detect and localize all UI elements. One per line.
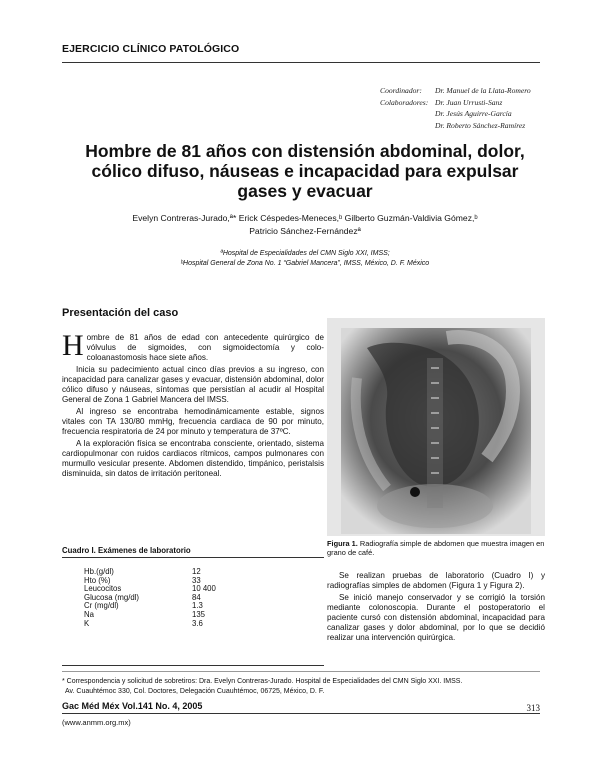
table-title: Cuadro I. Exámenes de laboratorio (62, 546, 191, 555)
figure-caption (327, 539, 545, 557)
lab-name: Leucocitos (84, 584, 122, 594)
case-body (62, 329, 324, 481)
paragraph: Se inició manejo conservador y se corrigió la torsión mediante colonoscopia. Durante el postoperatorio el paciente cursó con distensión abdominal, incapacidad para canalizar gases y dolor abdominal, por lo que se decidió realizar una intervención quirúrgica. (327, 593, 545, 642)
footnote-line: * Correspondencia y solicitud de sobretiros: Dra. Evelyn Contreras-Jurado. Hospital de Especialidades del CMN Siglo XXI. IMSS. (62, 678, 463, 685)
page-number: 313 (526, 703, 540, 713)
header-rule (62, 62, 540, 63)
lab-value: 33 (192, 575, 201, 585)
footnote (62, 677, 540, 696)
lab-value: 135 (192, 609, 206, 619)
footnote-rule (62, 671, 540, 672)
paragraph: Al ingreso se encontraba hemodinámicamente estable, signos vitales con TA 130/80 mmHg, frecuencia cardiaca de 90 por minuto, frecuencia respiratoria de 24 por minuto y temperatura de 37ºC. (62, 407, 324, 436)
paragraph: A la exploración física se encontraba consciente, orientado, sistema cardiopulmonar con ruidos cardiacos rítmicos, campos pulmonares con murmullo vesicular presente. Abdomen distendido, timpánico, peristalsis disminuida, sin datos de irritación peritoneal. (62, 439, 324, 478)
coordinators-block (380, 85, 560, 131)
authors-line: Patricio Sánchez-Fernándezª (249, 226, 361, 236)
footnote-line: Av. Cuauhtémoc 330, Col. Doctores, Delegación Cuauhtémoc, 06725, México, D. F. (65, 687, 325, 695)
collaborator-name: Dr. Juan Urrusti-Sanz (435, 97, 503, 107)
journal-url: (www.anmm.org.mx) (62, 718, 131, 727)
collaborator-name: Dr. Roberto Sánchez-Ramírez (435, 120, 526, 130)
collaborators-row (380, 97, 560, 109)
lab-name: Hb.(g/dl) (84, 567, 114, 576)
lab-name: Glucosa (mg/dl) (84, 592, 140, 602)
lab-value: 1.3 (192, 601, 203, 611)
affiliation: ᵇHospital General de Zona No. 1 “Gabriel Mancera”, IMSS, México, D. F. México (180, 260, 430, 267)
table-rule (62, 557, 324, 558)
drop-cap: H (62, 329, 84, 362)
paragraph: Inicia su padecimiento actual cinco días previos a su ingreso, con incapacidad para canalizar gases y evacuar, distensión abdominal, dolor cólico difuso y náuseas, síntomas que persistían al acudir al Hospital General de Zona 1 Gabriel Mancera del IMSS. (62, 365, 324, 404)
figure-caption-text: Radiografía simple de abdomen que muestra imagen en grano de café. (327, 539, 545, 557)
coordinator-row (380, 85, 560, 97)
coordinator-name: Dr. Manuel de la Llata-Romero (435, 86, 531, 95)
figure-label: Figura 1. (327, 539, 358, 548)
collaborator-name: Dr. Jesús Aguirre-García (435, 109, 512, 119)
authors (100, 212, 510, 238)
radiograph-figure (327, 318, 545, 536)
section-title: Presentación del caso (62, 307, 179, 319)
lab-name: Na (84, 609, 94, 619)
collaborators-label: Colaboradores: (380, 97, 429, 107)
journal-citation: Gac Méd Méx Vol.141 No. 4, 2005 (62, 701, 203, 711)
lab-value: 3.6 (192, 618, 203, 628)
footer-rule (62, 713, 540, 714)
table-rule (62, 665, 324, 666)
lab-name: K (84, 618, 90, 628)
radiograph-image (327, 318, 545, 536)
table-row (62, 620, 324, 629)
lab-value: 12 (192, 567, 201, 576)
authors-line: Evelyn Contreras-Jurado,ª* Erick Céspedes-Meneces,ᵇ Gilberto Guzmán-Valdivia Gómez,ᵇ (132, 213, 478, 223)
lab-value: 84 (192, 592, 201, 602)
lab-value: 10 400 (192, 584, 216, 594)
paragraph: Se realizan pruebas de laboratorio (Cuadro I) y radiografías simples de abdomen (Figura 1 y Figura 2). (327, 571, 545, 590)
affiliation: ªHospital de Especialidades del CMN Siglo XXI, IMSS; (220, 250, 390, 257)
coordinator-label: Coordinador: (380, 86, 422, 95)
right-body (327, 571, 545, 645)
paragraph (62, 329, 324, 363)
affiliations (100, 249, 510, 269)
lab-table (62, 568, 324, 628)
article-title: Hombre de 81 años con distensión abdominal, dolor, cólico difuso, náuseas e incapacidad para expulsar gases y evacuar (85, 141, 525, 201)
section-header: EJERCICIO CLÍNICO PATOLÓGICO (62, 43, 240, 55)
lab-name: Cr (mg/dl) (84, 601, 119, 611)
lab-name: Hto (%) (84, 575, 111, 585)
paragraph-text: ombre de 81 años de edad con antecedente quirúrgico de vólvulus de sigmoides, con sigmoidectomía y colo-coloanastomosis hace siete años. (86, 333, 324, 362)
